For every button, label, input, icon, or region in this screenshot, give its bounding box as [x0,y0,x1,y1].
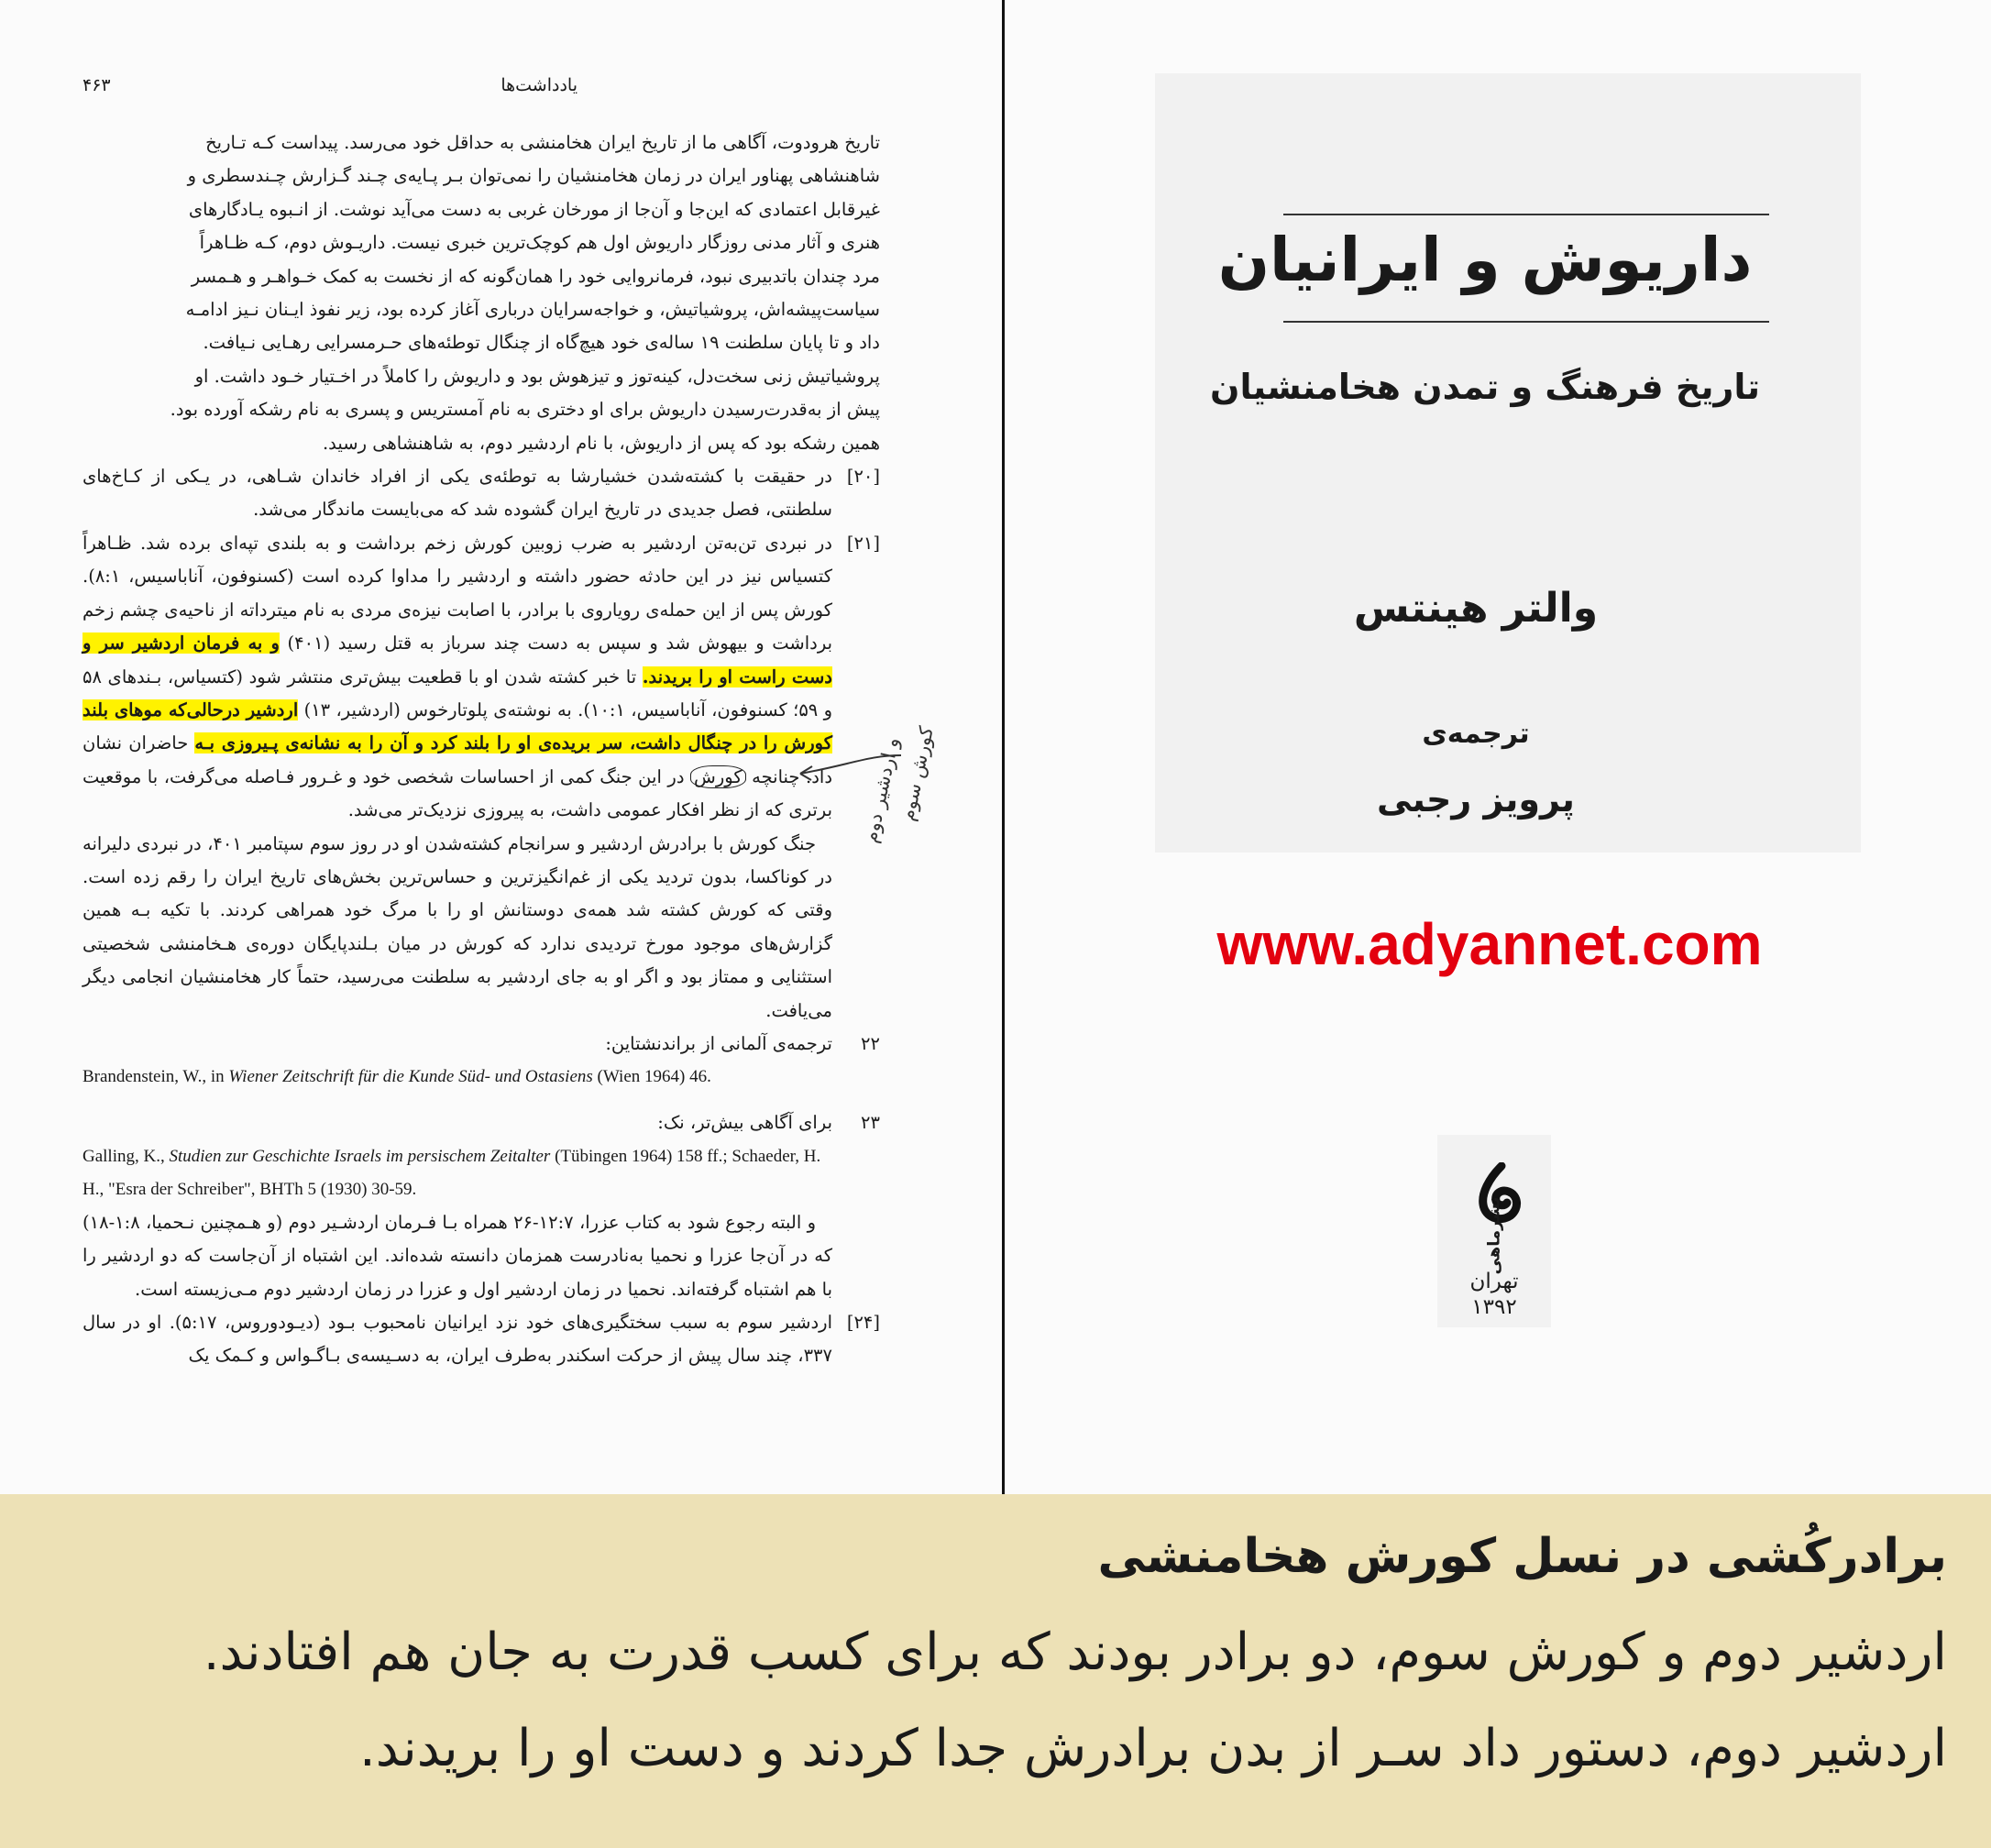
title-rule-bottom [1283,321,1769,323]
ref-text: (Tübingen 1964) 158 ff.; Schaeder, H. H., "Esra der Schreiber", BHTh 5 (1930) 30-59. [82,1146,821,1199]
note-23 [82,1106,880,1139]
intro-line: تاریخ هرودوت، آگاهی ما از تاریخ ایران هخامنشی به حداقل خود می‌رسد. پیداست کـه تـاریخ [205,132,880,153]
caption-line: اردشیر دوم، دستور داد سـر از بدن برادرش جدا کردند و دست او را بریدند. [358,1719,1947,1778]
note-20 [82,460,880,527]
highlighted-text: و به فرمان اردشیر سر و دست راست او را بریدند. [82,632,832,688]
intro-line: پروشیاتیش زنی سخت‌دل، کینه‌توز و تیزهوش بود و داریوش را کاملاً در اخـتیار خـود داشت. او [194,365,880,387]
translation-label: ترجمه‌ی [1422,718,1530,750]
intro-line: هنری و آثار مدنی روزگار داریوش اول هم کوچک‌ترین خبری نیست. داریـوش دوم، کـه ظـاهراً [199,232,880,254]
book-subtitle: تاریخ فرهنگ و تمدن هخامنشیان [1210,367,1760,407]
note-21-paragraph-2: جنگ کورش با برادرش اردشیر و سرانجام کشته‌شدن او در روز سوم سپتامبر ۴۰۱، در نبردی دلیرانه در کوناکسا، بدون تردید یکی از غم‌انگیزترین و حساس‌ترین بخش‌های تاریخ ایران را رقم زده است. وقتی که کورش کشته شد همه‌ی دوستانش او را با مرگ خود همراهی کردند. با تکیه بـه همین گزارش‌های موجود مورخ تردیدی ندارد که کورش در میان بـلندپایگان دوره‌ی هـخامنشی شخصیتی استثنایی و ممتاز بود و اگر او به جای اردشیر به سلطنت می‌رسید، حتماً کار هخامنشیان انجامی دیگر می‌یافت. [82,832,832,1021]
ref-title: Wiener Zeitschrift für die Kunde Süd- und Ostasiens [228,1067,593,1087]
note-number: [۲۱] [846,532,880,554]
intro-line: مرد چندان باتدبیری نبود، فرمانروایی خود را همان‌گونه که از نخست به کمک خـواهـر و هـمسر [191,265,880,287]
intro-line: داد و تا پایان سلطنت ۱۹ ساله‌ی خود هیچ‌گاه از چنگال توطئه‌های حـرمسرایی رهـایی نـیافت. [203,332,880,354]
intro-line: شاهنشاهی پهناور ایران در زمان هخامنشیان را نمی‌توان بـر پـایه‌ی چـند گـزارش چـندسطری و [187,165,880,187]
ref-text: Galling, K., [82,1146,170,1166]
ref-title: Studien zur Geschichte Israels im persischem Zeitalter [169,1146,551,1166]
note-23-paragraph-2: و البته رجوع شود به کتاب عزرا، ۱۲:۷-۲۶ همراه بـا فـرمان اردشـیر دوم (و هـمچنین نـحمیا، ۱:۸-۱۸) که در آن‌جا عزرا و نحمیا به‌نادرست همزمان دانسته شده‌اند. این اشتباه از آن‌جاست که دو اردشیر را با هم اشتباه گرفته‌اند. نحمیا در زمان اردشیر اول و عزرا در زمان اردشیر دوم مـی‌زیسته است. [82,1211,832,1300]
reference-brandenstein [82,1061,880,1094]
note-number: ۲۲ [861,1032,880,1054]
note-text: حاضران نشان داد. چنانچه [82,732,832,787]
note-number: [۲۰] [846,466,880,488]
title-rule-top [1283,214,1769,215]
handwritten-annotation [832,724,961,852]
running-head [82,75,880,103]
left-page [82,64,880,1458]
note-text: در حقیقت با کشته‌شدن خشیارشا به توطئه‌ی یکی از افراد خاندان شـاهی، در یـکی از کـاخ‌های سلطنتی، فصل جدیدی در تاریخ ایران گشوده شد که می‌بایست ماندگار می‌شد. [82,466,832,521]
note-24 [82,1306,880,1373]
running-title: یادداشت‌ها [500,75,578,95]
note-22 [82,1028,880,1061]
intro-line: همین رشکه بود که پس از داریوش، با نام اردشیر دوم، به شاهنشاهی رسید. [322,432,880,454]
publication-year: ۱۳۹۲ [1471,1295,1517,1319]
handwritten-line: کورش سوم [896,724,939,823]
note-21 [82,527,880,828]
notes-body [82,126,880,1373]
page-divider [1002,0,1005,1494]
caption-title: برادرکُشی در نسل کورش هخامنشی [1097,1529,1947,1584]
note-text: ترجمه‌ی آلمانی از براندنشتاین: [605,1032,832,1054]
intro-line: غیرقابل اعتمادی که این‌جا و آن‌جا از مورخان غربی به دست می‌آید نوشت. از انـبوه یـادگارهای [188,198,880,220]
publisher-city: تهران [1469,1270,1519,1293]
note-text: اردشیر سوم به سبب سختگیری‌های خود نزد ایرانیان نامحبوب بـود (دیـودوروس، ۵:۱۷). او در سال ۳۳۷، چند سال پیش از حرکت اسکندر به‌طرف ایران، به دسـیسه‌ی بـاگـواس و کـمک یک [82,1312,832,1367]
reference-galling [82,1140,880,1206]
note-text: برای آگاهی بیش‌تر، نک: [657,1112,832,1134]
author-name: والتر هینتس [1353,585,1599,632]
handwritten-line: و اردشیر دوم [859,735,904,845]
highlighted-text: اردشیر درحالی‌که موهای بلند کورش را در چنگال داشت، سر بریده‌ی او را بلند کرد و آن را به نشانه‌ی پـیروزی بـه [82,698,833,754]
intro-line: سیاست‌پیشه‌اش، پروشیاتیش، و خواجه‌سرایان درباری آغاز کرده بود، زیر نفوذ ایـنان نـیز ادامـه [185,299,880,321]
intro-paragraph [82,126,880,460]
note-text: در این جنگ کمی از احساسات شخصی خود و غـرور فـاصله می‌گرفت، با موقعیت برتری که از نظر افکار عمومی داشت، به پیروزی نزدیک‌تر می‌شد. [82,765,832,821]
note-number: ۲۳ [861,1112,880,1134]
ref-text: (Wien 1964) 46. [592,1067,711,1087]
intro-line: پیش از به‌قدرت‌رسیدن داریوش برای او دختری به نام آمستریس و پسری به نام رشکه آورده بود. [170,399,880,421]
circled-word: کورش [690,765,746,788]
page-number: ۴۶۳ [82,75,111,95]
watermark-url: www.adyannet.com [1216,911,1763,977]
caption-band [0,1494,1991,1848]
note-number: [۲۴] [846,1312,880,1333]
note-text: در نبردی تن‌به‌تن اردشیر به ضرب زوبین کورش زخم برداشت و به بلندی تپه‌ای برده شد. ظـاهراً کتسیاس نیز در این حادثه حضور داشته و اردشیر را مداوا کرده است (کسنوفون، آناباسیس، ۸:۱). کورش پس از این حمله‌ی رویاروی با برادر، با اصابت نیزه‌ی مردی به نام میترداته از ناحیه‌ی چشم زخم برداشت و بیهوش شد و سپس به دست چند سرباز به قتل رسید (۴۰۱) [82,532,832,654]
publisher-name: نشرماهی [1484,1196,1504,1275]
translator-name: پرویز رجبی [1377,779,1575,820]
book-title: داریوش و ایرانیان [1217,225,1753,295]
note-text: تا خبر کشته شدن او با قطعیت بیش‌تری منتشر شود (کتسیاس، بـندهای ۵۸ و ۵۹؛ کسنوفون، آناباسیس، ۱۰:۱). به نوشته‌ی پلوتارخوس (اردشیر، ۱۳) [82,666,833,720]
caption-line: اردشیر دوم و کورش سوم، دو برادر بودند که برای کسب قدرت به جان هم افتادند. [203,1622,1947,1682]
ref-text: Brandenstein, W., in [82,1067,229,1087]
